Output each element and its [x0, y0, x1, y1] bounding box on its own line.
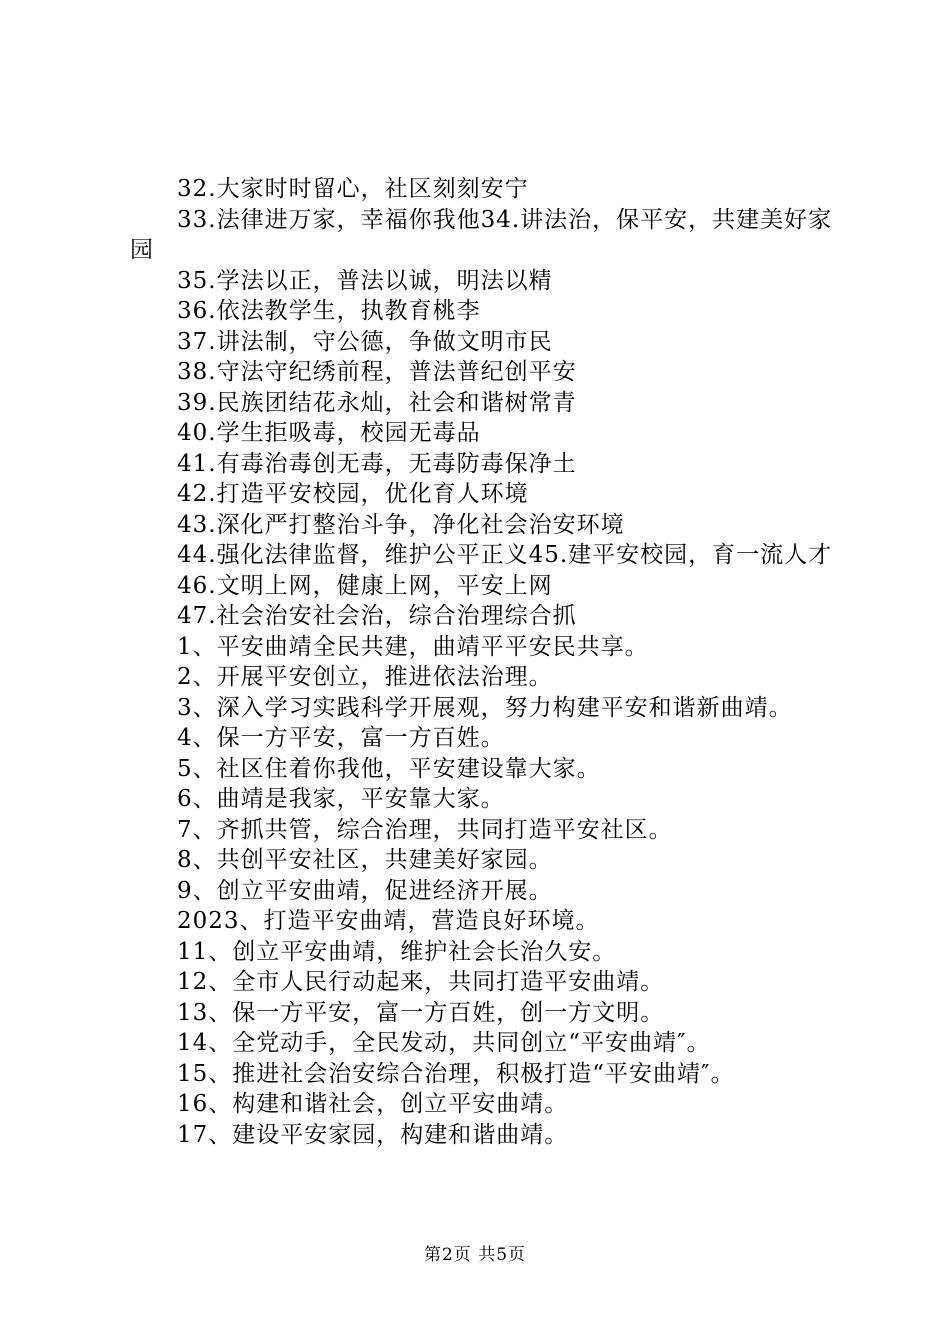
text-line: 17、建设平安家园，构建和谐曲靖。 — [177, 1121, 569, 1148]
text-line: 16、构建和谐社会，创立平安曲靖。 — [177, 1091, 569, 1117]
text-line: 9、创立平安曲靖，促进经济开展。 — [177, 877, 553, 904]
text-line: 42.打造平安校园，优化育人环境 — [177, 481, 529, 507]
text-line: 40.学生拒吸毒，校园无毒品 — [177, 420, 481, 446]
text-line: 41.有毒治毒创无毒，无毒防毒保净土 — [177, 450, 577, 477]
text-line: 15、推进社会治安综合治理，积极打造“平安曲靖″。 — [177, 1060, 735, 1087]
text-line: 44.强化法律监督，维护公平正义45.建平安校园，育一流人才 — [177, 542, 833, 568]
text-line: 36.依法教学生，执教育桃李 — [177, 298, 481, 324]
text-line: 14、全党动手，全民发动，共同创立“平安曲靖″。 — [177, 1030, 711, 1056]
text-line: 2、开展平安创立，推进依法治理。 — [177, 664, 553, 690]
text-line: 37.讲法制，守公德，争做文明市民 — [177, 328, 553, 355]
text-line: 11、创立平安曲靖，维护社会长治久安。 — [177, 938, 617, 965]
text-line: 3、深入学习实践科学开展观，努力构建平安和谐新曲靖。 — [177, 694, 793, 721]
page-number-footer: 第2页 共5页 — [423, 1245, 527, 1265]
text-line: 35.学法以正，普法以诚，明法以精 — [177, 267, 553, 294]
document-body — [130, 174, 835, 1150]
text-line: 1、平安曲靖全民共建，曲靖平平安民共享。 — [177, 633, 649, 660]
text-line: 43.深化严打整治斗争，净化社会治安环境 — [177, 511, 625, 538]
text-line: 39.民族团结花永灿，社会和谐树常青 — [177, 389, 577, 416]
text-line: 7、齐抓共管，综合治理，共同打造平安社区。 — [177, 816, 673, 843]
text-line: 13、保一方平安，富一方百姓，创一方文明。 — [177, 999, 665, 1026]
text-line: 2023、打造平安曲靖，营造良好环境。 — [177, 908, 600, 934]
text-line: 32.大家时时留心，社区刻刻安宁 — [177, 176, 529, 202]
text-line: 12、全市人民行动起来，共同打造平安曲靖。 — [177, 969, 665, 995]
text-line: 5、社区住着你我他，平安建设靠大家。 — [177, 755, 601, 782]
text-line: 38.守法守纪绣前程，普法普纪创平安 — [177, 359, 577, 385]
text-line: 6、曲靖是我家，平安靠大家。 — [177, 786, 505, 812]
text-line: 46.文明上网，健康上网，平安上网 — [177, 572, 553, 599]
text-line: 8、共创平安社区，共建美好家园。 — [177, 847, 553, 873]
text-line: 4、保一方平安，富一方百姓。 — [177, 725, 505, 751]
text-line: 47.社会治安社会治，综合治理综合抓 — [177, 603, 577, 629]
text-line: 33.法律进万家，幸福你我他34.讲法治，保平安，共建美好家园 — [130, 206, 833, 263]
